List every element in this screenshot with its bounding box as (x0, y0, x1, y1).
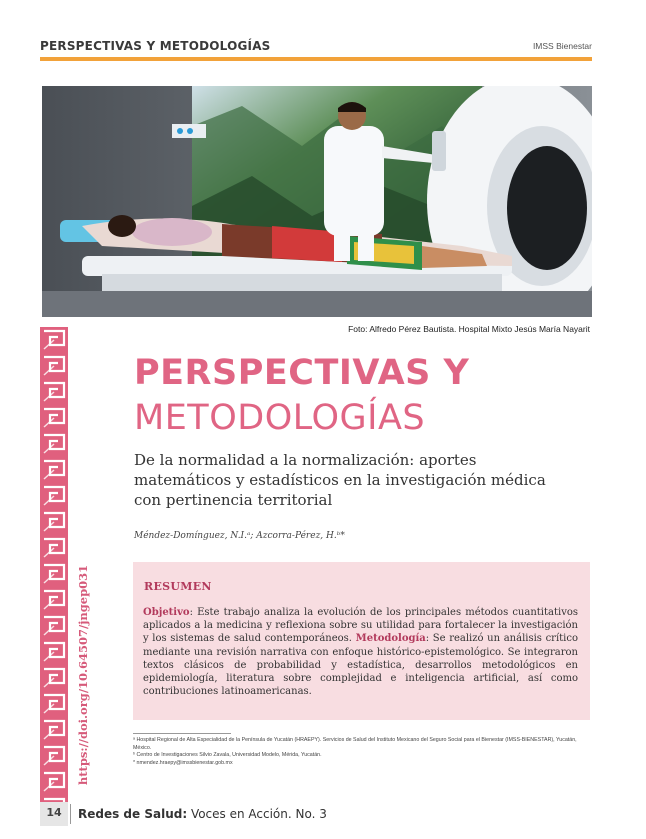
header-rule (40, 57, 592, 61)
journal-name-rest: Voces en Acción. No. 3 (187, 807, 327, 821)
abstract-body (143, 606, 578, 698)
running-header-section: PERSPECTIVAS Y METODOLOGÍAS (40, 39, 271, 53)
footnotes (133, 737, 588, 767)
objective-label: Objetivo (143, 607, 190, 618)
method-text: : Se realizó un análisis crítico mediante una revisión narrativa con enfoque histórico-epistemológico. Se integraron textos clásicos de probabilidad y estadística, desarrollos metodológicos en epidemiología, literatura sobre complejidad e inteligencia artificial, así como contribuciones latinoamericanas. (143, 633, 578, 698)
journal-name (78, 807, 327, 821)
footnote-email: * nmendez.hraepy@imssbienestar.gob.mx (133, 759, 233, 766)
abstract-heading: RESUMEN (144, 580, 212, 593)
side-band-pattern (40, 327, 68, 802)
footnote-rule (133, 733, 231, 734)
article-title-line2: METODOLOGÍAS (134, 398, 426, 438)
running-header-org: IMSS Bienestar (532, 41, 592, 51)
doi-vertical[interactable] (71, 564, 95, 786)
doi-link[interactable]: https://doi.org/10.64507/jngep031 (76, 564, 90, 786)
article-authors: Méndez-Domínguez, N.I.ᵃ; Azcorra-Pérez, H.ᵇ* (134, 531, 345, 541)
article-subtitle: De la normalidad a la normalización: aportes matemáticos y estadísticos en la investigación médica con pertinencia territorial (134, 451, 546, 509)
footnote-b: ᵇ Centro de Investigaciones Silvio Zavala, Universidad Modelo, Mérida, Yucatán. (133, 752, 322, 758)
method-label: Metodología (355, 633, 426, 645)
journal-name-bold: Redes de Salud: (78, 807, 188, 821)
footer-divider (70, 804, 71, 824)
page-number: 14 (46, 806, 62, 819)
article-title-line1: PERSPECTIVAS Y (134, 353, 470, 393)
footnote-a: ᵃ Hospital Regional de Alta Especialidad de la Península de Yucatán (HRAEPY). Servicios de Salud del Instituto Mexicano del Seguro Social para el Bienestar (IMSS-BIENESTAR), Yucatán, México. (133, 737, 577, 751)
objective-text: : Este trabajo analiza la evolución de los principales métodos cuantitativos aplicados a la medicina y reflexiona sobre su utilidad para fortalecer la investigación y los sistemas de salud contemporáneos. (143, 607, 578, 645)
hero-photo (42, 86, 592, 317)
decorative-side-band (40, 327, 68, 802)
photo-caption: Foto: Alfredo Pérez Bautista. Hospital Mixto Jesús María Nayarit (348, 324, 590, 334)
